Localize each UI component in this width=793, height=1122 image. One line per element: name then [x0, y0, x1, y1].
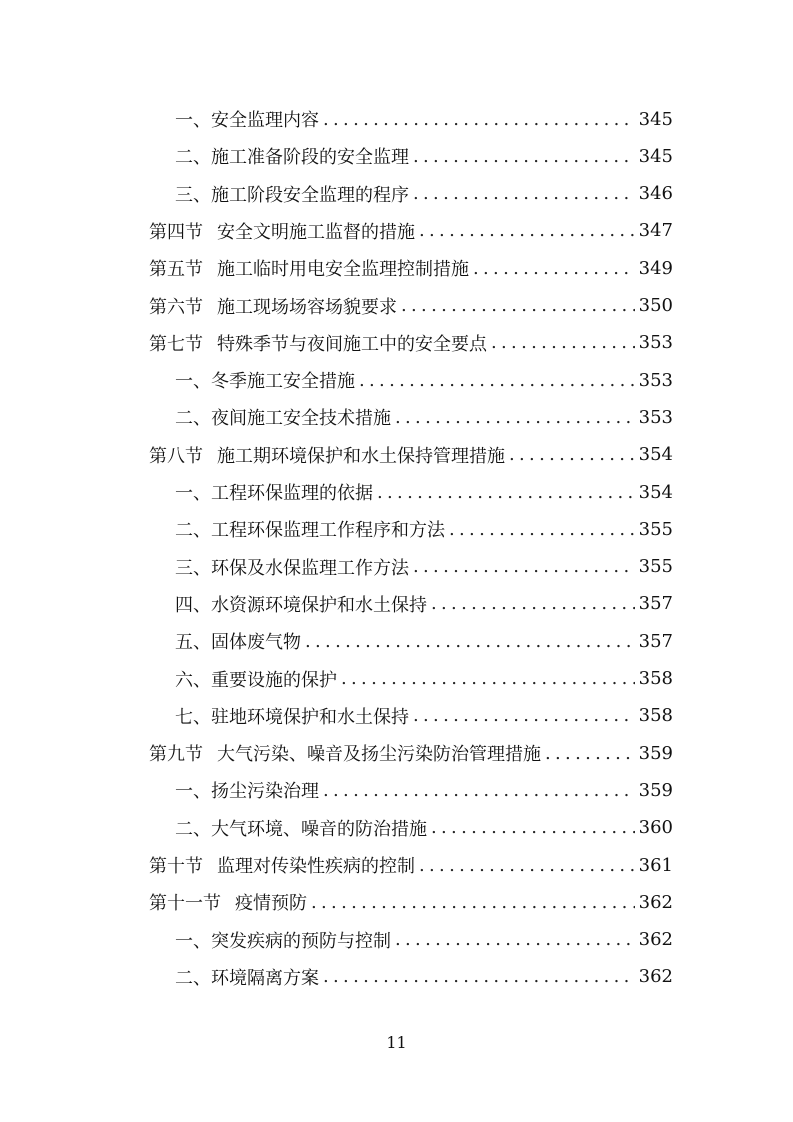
- toc-page-number: 355: [638, 556, 673, 578]
- toc-page-number: 353: [638, 406, 673, 428]
- toc-section-number: 第十节: [149, 856, 203, 877]
- toc-entry-text: 六、重要设施的保护: [175, 669, 337, 691]
- toc-entry-title: [149, 852, 415, 878]
- toc-entry-text: 二、环境隔离方案: [175, 967, 319, 989]
- toc-entry-title: [149, 442, 505, 468]
- toc-entry-title: [149, 740, 541, 766]
- toc-page-number: 354: [638, 444, 673, 466]
- toc-page-number: 354: [638, 481, 673, 503]
- toc-leader-dots: [413, 556, 635, 577]
- toc-section-number: 第四节: [149, 221, 203, 243]
- toc-entry-text: 施工现场场容场貌要求: [217, 296, 397, 318]
- toc-leader-dots: [473, 258, 635, 279]
- toc-entry-text: 一、安全监理内容: [175, 110, 319, 131]
- toc-entry[interactable]: [0, 775, 793, 805]
- toc-entry-text: 一、突发疾病的预防与控制: [175, 930, 391, 952]
- toc-entry-title: [175, 367, 355, 393]
- toc-entry-title: [175, 404, 391, 430]
- toc-entry-title: [175, 777, 319, 803]
- toc-leader-dots: [305, 631, 635, 652]
- toc-entry-text: 一、工程环保监理的依据: [175, 483, 373, 504]
- toc-leader-dots: [413, 146, 635, 167]
- toc-entry-text: 一、冬季施工安全措施: [175, 371, 355, 393]
- toc-entry[interactable]: [0, 887, 793, 917]
- toc-entry-text: 特殊季节与夜间施工中的安全要点: [217, 333, 487, 355]
- toc-page-number: 355: [638, 518, 673, 540]
- toc-leader-dots: [419, 220, 635, 241]
- toc-entry-title: [175, 964, 319, 990]
- toc-entry-title: [175, 628, 301, 654]
- toc-entry[interactable]: [0, 104, 793, 134]
- toc-page-number: 358: [638, 705, 673, 727]
- toc-entry[interactable]: [0, 925, 793, 955]
- toc-entry-text: 施工临时用电安全监理控制措施: [217, 259, 469, 281]
- toc-entry-text: 五、固体废气物: [175, 632, 301, 654]
- toc-page-number: 345: [638, 145, 673, 167]
- toc-entry-title: [175, 927, 391, 953]
- toc-entry[interactable]: [0, 440, 793, 470]
- toc-entry-title: [175, 181, 409, 207]
- toc-entry-text: 三、施工阶段安全监理的程序: [175, 184, 409, 206]
- toc-page-number: 353: [638, 332, 673, 354]
- toc-page-number: 347: [638, 220, 673, 242]
- toc-page-number: 359: [638, 779, 673, 801]
- toc-page-number: 357: [638, 593, 673, 615]
- toc-entry-text: 大气污染、噪音及扬尘污染防治管理措施: [217, 744, 541, 766]
- toc-leader-dots: [509, 444, 635, 465]
- toc-leader-dots: [545, 743, 635, 764]
- toc-entry[interactable]: [0, 664, 793, 694]
- toc-leader-dots: [431, 593, 635, 614]
- toc-section-number: 第八节: [149, 445, 203, 467]
- toc-entry-text: 二、夜间施工安全技术措施: [175, 408, 391, 430]
- toc-entry-text: 二、施工准备阶段的安全监理: [175, 147, 409, 169]
- toc-page-number: 345: [638, 108, 673, 130]
- toc-page-number: 350: [638, 295, 673, 316]
- toc-section-number: 第五节: [149, 259, 203, 281]
- toc-entry-text: 施工期环境保护和水土保持管理措施: [217, 445, 505, 467]
- toc-entry-text: 疫情预防: [235, 893, 307, 915]
- toc-entry-title: [175, 591, 427, 617]
- toc-entry[interactable]: [0, 514, 793, 544]
- toc-entry[interactable]: [0, 291, 793, 321]
- toc-entry[interactable]: [0, 402, 793, 432]
- toc-leader-dots: [323, 966, 635, 987]
- toc-entry-title: [149, 218, 415, 244]
- toc-page-number: 353: [638, 369, 673, 391]
- toc-entry[interactable]: [0, 813, 793, 843]
- toc-entry[interactable]: [0, 365, 793, 395]
- toc-entry[interactable]: [0, 477, 793, 507]
- toc-leader-dots: [377, 482, 635, 503]
- toc-entry[interactable]: [0, 626, 793, 656]
- toc-entry-title: [175, 143, 409, 169]
- toc-entry-title: [149, 889, 307, 915]
- toc-entry[interactable]: [0, 141, 793, 171]
- toc-page-number: 349: [638, 257, 673, 279]
- toc-entry-title: [175, 106, 319, 132]
- toc-leader-dots: [323, 109, 635, 130]
- toc-entry-title: [175, 516, 445, 542]
- toc-entry-text: 监理对传染性疾病的控制: [217, 856, 415, 877]
- toc-leader-dots: [359, 370, 635, 391]
- toc-entry-text: 七、驻地环境保护和水土保持: [175, 706, 409, 728]
- toc-page-number: 362: [638, 929, 673, 951]
- toc-leader-dots: [419, 855, 635, 876]
- toc-entry-title: [175, 479, 373, 505]
- toc-entry[interactable]: [0, 216, 793, 246]
- toc-page-number: 358: [638, 668, 673, 689]
- toc-entry[interactable]: [0, 552, 793, 582]
- toc-entry-text: 四、水资源环境保护和水土保持: [175, 594, 427, 616]
- toc-page-number: 357: [638, 630, 673, 652]
- toc-entry-title: [175, 554, 409, 580]
- toc-entry-title: [175, 815, 427, 841]
- toc-entry-text: 二、工程环保监理工作程序和方法: [175, 520, 445, 542]
- toc-entry-text: 一、扬尘污染治理: [175, 781, 319, 803]
- toc-page-number: 362: [638, 891, 673, 913]
- toc-section-number: 第十一节: [149, 893, 221, 915]
- toc-entry[interactable]: [0, 850, 793, 880]
- toc-leader-dots: [413, 183, 635, 204]
- toc-leader-dots: [413, 705, 635, 726]
- toc-entry-text: 三、环保及水保监理工作方法: [175, 557, 409, 579]
- toc-entry-title: [175, 666, 337, 692]
- toc-section-number: 第七节: [149, 333, 203, 355]
- toc-section-number: 第六节: [149, 296, 203, 318]
- toc-entry-title: [149, 255, 469, 281]
- toc-page-number: 359: [638, 742, 673, 764]
- toc-entry[interactable]: [0, 738, 793, 768]
- toc-page-number: 346: [638, 183, 673, 205]
- toc-entry[interactable]: [0, 179, 793, 209]
- toc-leader-dots: [395, 929, 635, 950]
- toc-entry[interactable]: [0, 253, 793, 283]
- toc-entry-text: 安全文明施工监督的措施: [217, 221, 415, 243]
- toc-leader-dots: [449, 519, 635, 540]
- toc-entry[interactable]: [0, 962, 793, 992]
- page-number: 11: [386, 1033, 407, 1052]
- toc-page-number: 360: [638, 817, 673, 839]
- toc-leader-dots: [395, 407, 635, 428]
- toc-leader-dots: [491, 332, 635, 353]
- toc-page-number: 362: [638, 966, 673, 988]
- toc-entry[interactable]: [0, 701, 793, 731]
- toc-leader-dots: [311, 892, 635, 913]
- toc-entry-text: 二、大气环境、噪音的防治措施: [175, 818, 427, 840]
- toc-entry-title: [175, 703, 409, 729]
- toc-entry[interactable]: [0, 328, 793, 358]
- toc-leader-dots: [323, 780, 635, 801]
- toc-entry[interactable]: [0, 589, 793, 619]
- toc-entry-title: [149, 293, 397, 319]
- toc-entry-title: [149, 330, 487, 356]
- toc-leader-dots: [341, 668, 635, 689]
- toc-leader-dots: [401, 295, 635, 316]
- toc-leader-dots: [431, 817, 635, 838]
- toc-page-number: 361: [638, 854, 673, 876]
- toc-section-number: 第九节: [149, 744, 203, 766]
